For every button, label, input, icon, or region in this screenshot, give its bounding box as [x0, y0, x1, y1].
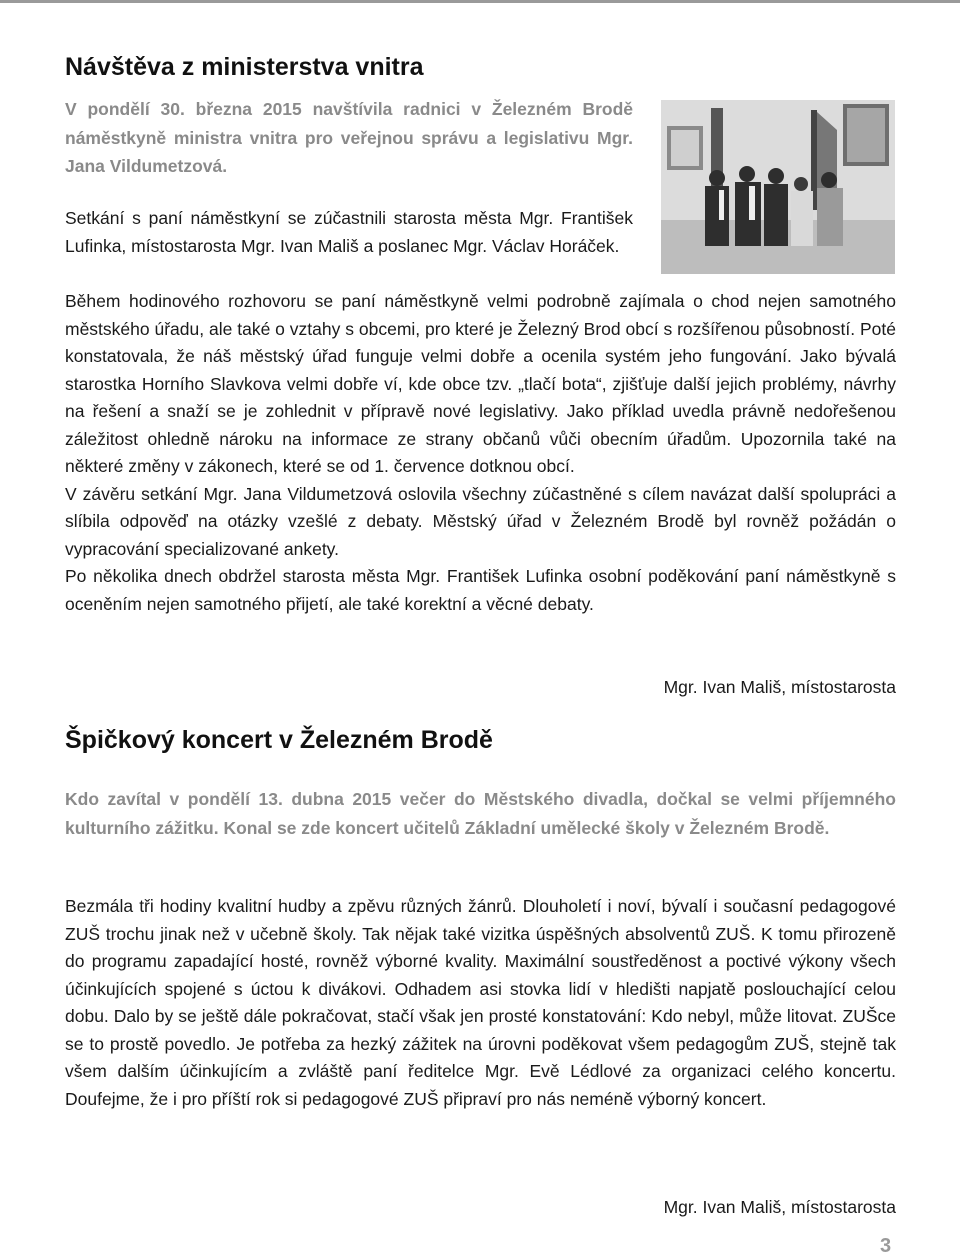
- article-paragraph: V závěru setkání Mgr. Jana Vildumetzová oslovila všechny zúčastněné s cílem navázat další spolupráci a slíbila odpověď na otázky vzešlé z debaty. Městský úřad v Železném Brodě byl rovněž požádán o vypracování specializované ankety.: [65, 483, 896, 559]
- article-title-concert: Špičkový koncert v Železném Brodě: [65, 726, 493, 754]
- article-paragraph-meeting: Setkání s paní náměstkyní se zúčastnili starosta města Mgr. František Lufinka, místostarosta Mgr. Ivan Mališ a poslanec Mgr. Václav Horáček.: [65, 208, 633, 256]
- page-number: 3: [880, 1235, 892, 1257]
- article-signature: Mgr. Ivan Mališ, místostarosta: [663, 677, 896, 697]
- article-paragraph: Během hodinového rozhovoru se paní náměstkyně velmi podrobně zajímala o chod nejen samotného městského úřadu, ale také o vztahy s obcemi, pro které je Železný Brod obcí s rozšířenou působností. Poté konstatovala, že náš městský úřad funguje velmi dobře a ocenila systém jeho fungování. Jako bývalá starostka Horního Slavkova velmi dobře ví, kde obce tzv. „tlačí bota“, zjišťuje další jejich problémy, návrhy na řešení a snaží se je zohlednit v přípravě nové legislativy. Jako příklad uvedla právně nedořešenou záležitost ohledně nároku na informace ze strany občanů vůči obecním úřadům. Upozornila také na některé změny v zákonech, které se od 1. července dotknou obcí.: [65, 291, 896, 476]
- article-body-concert: Bezmála tři hodiny kvalitní hudby a zpěvu různých žánrů. Dlouholetí i noví, bývalí i současní pedagogové ZUŠ trochu jinak než v učebně školy. Tak nějak také vizitka úspěšných absolventů ZUŠ. K tomu přirozeně do programu zapadající hosté, rovněž výborné kvality. Maximální soustředěnost a poctivé výkony všech účinkujících spojené s úctou k divákovi. Odhadem asi stovka lidí v hledišti napjatě poslouchající celou dobu. Dalo by se ještě dále pokračovat, stačí však jen prosté konstatování: Kdo nebyl, může litovat. ZUŠce se to prostě povedlo. Je potřeba za hezký zážitek na úrovni poděkovat všem pedagogům ZUŠ, stejně tak všem dalším účinkujícím a zvláště paní ředitelce Mgr. Evě Lédlové za organizaci celého koncertu. Doufejme, že i pro příští rok si pedagogové ZUŠ připraví pro nás neméně výborný koncert.: [65, 896, 896, 1109]
- article-body-ministry-visit: [65, 288, 896, 618]
- article-paragraph: Po několika dnech obdržel starosta města Mgr. František Lufinka osobní poděkování paní náměstkyně s oceněním nejen samotného přijetí, ale také korektní a věcné debaty.: [65, 566, 896, 614]
- article-signature: Mgr. Ivan Mališ, místostarosta: [663, 1197, 896, 1217]
- top-rule: [0, 0, 960, 3]
- meeting-photo: [661, 100, 895, 274]
- article-lead-concert: Kdo zavítal v pondělí 13. dubna 2015 večer do Městského divadla, dočkal se velmi příjemného kulturního zážitku. Konal se zde koncert učitelů Základní umělecké školy v Železném Brodě.: [65, 789, 896, 838]
- article-title-ministry-visit: Návštěva z ministerstva vnitra: [65, 53, 424, 81]
- article-lead-ministry-visit: V pondělí 30. března 2015 navštívila radnici v Železném Brodě náměstkyně ministra vnitra pro veřejnou správu a legislativu Mgr. Jana Vildumetzová.: [65, 99, 633, 176]
